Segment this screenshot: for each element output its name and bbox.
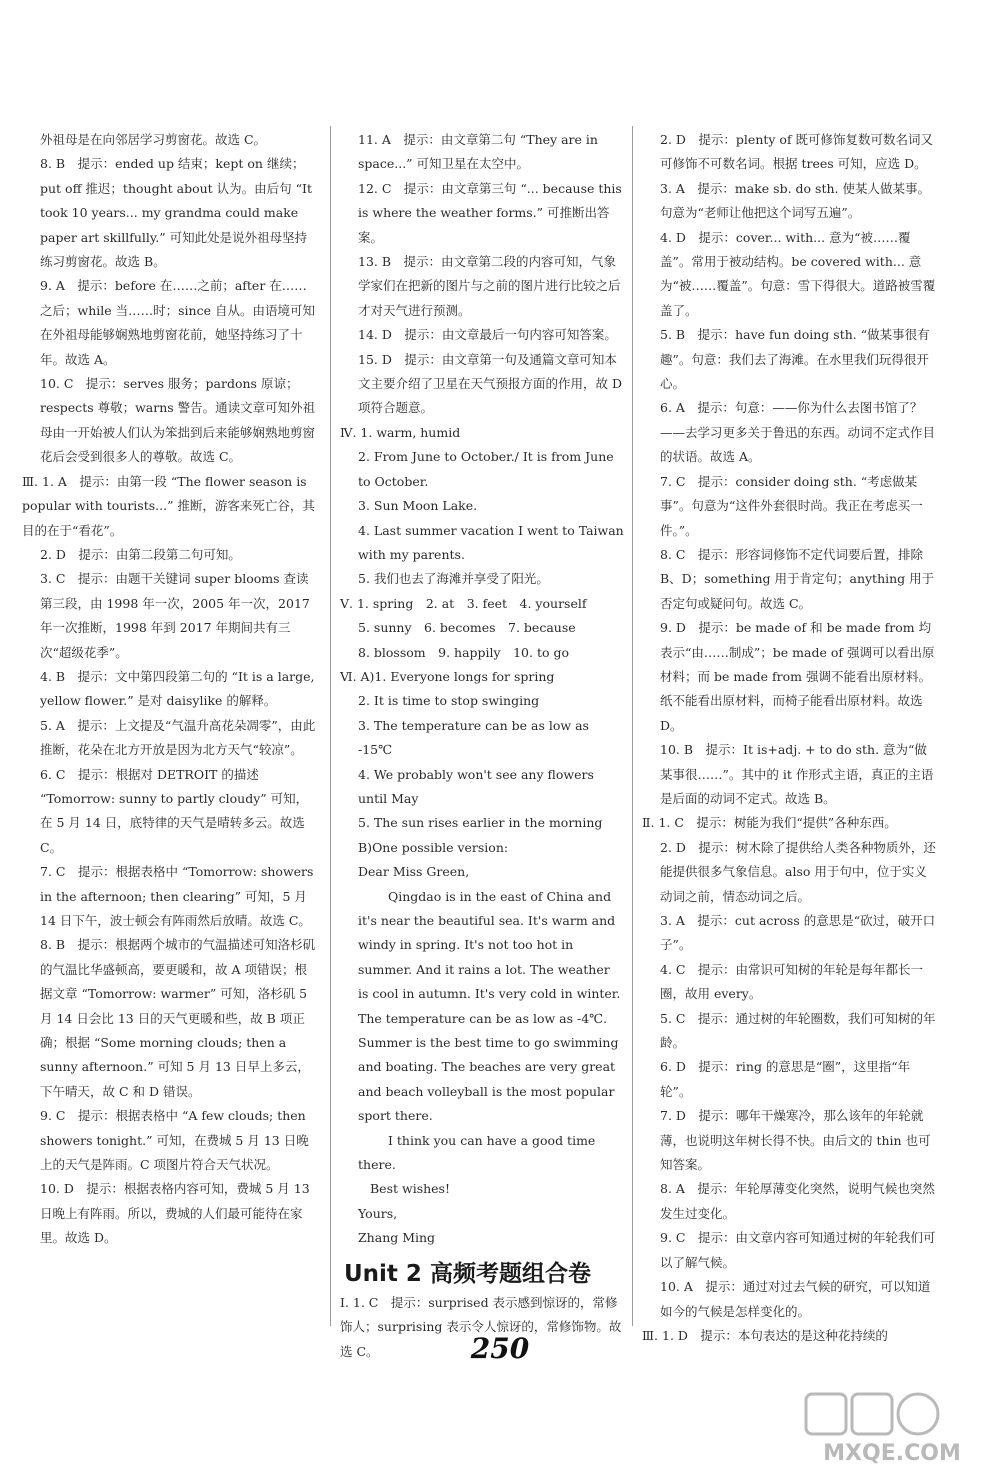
answer-line: 5. B 提示：have fun doing sth. “做某事很有趣”。句意：我们去了海滩。在水里我们玩得很开心。 bbox=[660, 327, 930, 392]
watermark-box-icon bbox=[806, 1394, 846, 1434]
answer-line: Best wishes! bbox=[370, 1181, 450, 1197]
answer-line: 8. A 提示：年轮厚薄变化突然，说明气候也突然发生过变化。 bbox=[660, 1181, 935, 1221]
answer-line: 2. From June to October./ It is from June to October. bbox=[358, 449, 614, 489]
answer-line: 7. C 提示：根据表格中 “Tomorrow: showers in the afternoon; then clearing” 可知，5 月 14 日下午，波士顿会有阵雨然后放晴。故选 C。 bbox=[40, 864, 314, 928]
answer-line: Ⅲ. 1. A 提示：由第一段 “The flower season is popular with tourists...” 推断，游客来死亡谷，其目的在于“看花”。 bbox=[22, 473, 315, 538]
answer-line: 5. The sun rises earlier in the morning bbox=[358, 815, 603, 831]
answer-line: 5. A 提示：上文提及“气温升高花朵凋零”，由此推断，花朵在北方开放是因为北方天气“较凉”。 bbox=[40, 717, 316, 758]
answer-line: 2. D 提示：由第二段第二句可知。 bbox=[40, 546, 241, 562]
answer-line: Ⅵ. A)1. Everyone longs for spring bbox=[340, 668, 555, 684]
answer-line: B)One possible version: bbox=[358, 839, 509, 855]
answer-line: Ⅰ. 1. C 提示：surprised 表示感到惊讶的，常修饰人；surprising 表示令人惊讶的，常修饰物。故选 C。 bbox=[340, 1294, 622, 1359]
answer-column-right bbox=[642, 128, 938, 1348]
answer-line: Ⅲ. 1. D 提示：本句表达的是这种花持续的 bbox=[642, 1327, 888, 1343]
answer-line: 4. C 提示：由常识可知树的年轮是每年都长一圈，故用 every。 bbox=[660, 961, 923, 1002]
answer-line: 6. C 提示：根据对 DETROIT 的描述 “Tomorrow: sunny to partly cloudy” 可知，在 5 月 14 日，底特律的天气是晴转多云。故选 C。 bbox=[40, 766, 309, 855]
answer-line: 8. B 提示：ended up 结束；kept on 继续；put off 推迟；thought about 认为。由后句 “It took 10 years... my grandma could make paper art skillfully.” 可知此处是说外祖母坚持练习剪窗花。故选 B。 bbox=[40, 156, 312, 270]
watermark-site: MXQE.COM bbox=[823, 1441, 961, 1466]
column-divider bbox=[632, 126, 633, 1326]
watermark-circle-icon bbox=[898, 1394, 938, 1434]
answer-line: 4. We probably won't see any flowers until May bbox=[358, 766, 594, 806]
answer-line: Ⅳ. 1. warm, humid bbox=[340, 424, 461, 440]
answer-line: 3. C 提示：由题干关键词 super blooms 查读第三段，由 1998 年一次，2005 年一次，2017 年一次推断，1998 年到 2017 年期间共有三次“超级花季”。 bbox=[40, 571, 310, 660]
answer-line: 14. D 提示：由文章最后一句内容可知答案。 bbox=[358, 327, 617, 343]
watermark-logo bbox=[800, 1388, 990, 1468]
answer-line: Qingdao is in the east of China and it's near the beautiful sea. It's warm and windy in spring. It's not too hot in summer. And it rains a lot. The weather is cool in autumn. It's very cold in winter. The temperature can be as low as -4℃. Summer is the best time to go swimming and boating. The beaches are very great and beach volleyball is the most popular sport there. bbox=[358, 888, 621, 1124]
answer-line: 5. C 提示：通过树的年轮圈数，我们可知树的年龄。 bbox=[660, 1010, 936, 1051]
answer-line: 9. D 提示：be made of 和 be made from 均表示“由……制成”；be made of 强调可以看出原材料；而 be made from 强调不能看出原材料。纸不能看出原材料，而椅子能看出原材料。故选 D。 bbox=[660, 620, 935, 733]
answer-line: 7. C 提示：consider doing sth. “考虑做某事”。句意为“这件外套很时尚。我正在考虑买一件。”。 bbox=[660, 473, 923, 538]
answer-line: 5. sunny 6. becomes 7. because bbox=[358, 620, 576, 636]
answer-line: 8. B 提示：根据两个城市的气温描述可知洛杉矶的气温比华盛顿高，要更暖和，故 A 项错误；根据文章 “Tomorrow: warmer” 可知，洛杉矶 5 月 14 日会比 13 日的天气更暖和些，故 B 项正确；根据 “Some morning clouds; then a sunny afternoon.” 可知 5 月 13 日早上多云，下午晴天，故 C 和 D 错误。 bbox=[40, 937, 316, 1099]
answer-line: 10. A 提示：通过对过去气候的研究，可以知道如今的气候是怎样变化的。 bbox=[660, 1279, 931, 1319]
answer-line: Ⅴ. 1. spring 2. at 3. feet 4. yourself bbox=[340, 595, 587, 611]
answer-line: 10. D 提示：根据表格内容可知，费城 5 月 13 日晚上有阵雨。所以，费城的人们最可能待在家里。故选 D。 bbox=[40, 1181, 310, 1246]
answer-line: 2. D 提示：树木除了提供给人类各种物质外，还能提供很多气象信息。also 用于句中，位于实义动词之前，情态动词之后。 bbox=[660, 839, 936, 904]
answer-line: 4. Last summer vacation I went to Taiwan with my parents. bbox=[358, 522, 624, 562]
answer-line: 4. D 提示：cover... with... 意为“被……覆盖”。常用于被动结构。be covered with... 意为“被……覆盖”。句意：雪下得很大。道路被雪覆盖了。 bbox=[660, 229, 936, 318]
answer-line: 6. D 提示：ring 的意思是“圈”，这里指“年轮”。 bbox=[660, 1059, 911, 1099]
page-number: 250 bbox=[470, 1332, 530, 1365]
answer-line: 9. C 提示：由文章内容可知通过树的年轮我们可以了解气候。 bbox=[660, 1230, 936, 1270]
answer-line: 8. blossom 9. happily 10. to go bbox=[358, 644, 569, 660]
watermark-box-icon bbox=[852, 1394, 892, 1434]
answer-line: 13. B 提示：由文章第二段的内容可知，气象学家们在把新的图片与之前的图片进行比较之后才对天气进行预测。 bbox=[358, 254, 621, 318]
answer-line: Ⅱ. 1. C 提示：树能为我们“提供”各种东西。 bbox=[642, 815, 897, 831]
answer-line: 2. It is time to stop swinging bbox=[358, 693, 540, 709]
column-divider bbox=[330, 126, 331, 1326]
unit-heading: Unit 2 高频考题组合卷 bbox=[344, 1260, 591, 1287]
answer-line: 5. 我们也去了海滩并享受了阳光。 bbox=[358, 571, 549, 587]
answer-line: 9. A 提示：before 在……之前；after 在……之后；while 当……时；since 自从。由语境可知在外祖母能够娴熟地剪窗花前，她坚持练习了十年。故选 A。 bbox=[40, 278, 315, 367]
answer-line: I think you can have a good time there. bbox=[358, 1132, 596, 1173]
answer-line: 3. A 提示：cut across 的意思是“砍过，破开口子”。 bbox=[660, 913, 936, 953]
answer-line: 3. Sun Moon Lake. bbox=[358, 498, 478, 514]
answer-line: Yours, bbox=[358, 1205, 398, 1221]
answer-line: 外祖母是在向邻居学习剪窗花。故选 C。 bbox=[40, 132, 267, 147]
answer-line: 9. C 提示：根据表格中 “A few clouds; then showers tonight.” 可知，在费城 5 月 13 日晚上的天气是阵雨。C 项图片符合天气状况。 bbox=[40, 1108, 309, 1173]
answer-line: 7. D 提示：哪年干燥寒冷，那么该年的年轮就薄，也说明这年树长得不快。由后文的 thin 也可知答案。 bbox=[660, 1108, 931, 1173]
answer-line: 10. C 提示：serves 服务；pardons 原谅；respects 尊敬；warns 警告。通读文章可知外祖母由一开始被人们认为笨拙到后来能够娴熟地剪窗花后会受到很多人的尊敬。故选 C。 bbox=[40, 376, 316, 465]
answer-line: Zhang Ming bbox=[358, 1230, 436, 1246]
answer-column-middle bbox=[340, 128, 624, 1364]
answer-line: 4. B 提示：文中第四段第二句的 “It is a large, yellow flower.” 是对 daisylike 的解释。 bbox=[40, 668, 315, 709]
answer-line: 8. C 提示：形容词修饰不定代词要后置，排除 B、D；something 用于肯定句；anything 用于否定句或疑问句。故选 C。 bbox=[660, 546, 935, 611]
answer-line: 12. C 提示：由文章第三句 “... because this is where the weather forms.” 可推断出答案。 bbox=[358, 180, 622, 245]
answer-line: 10. B 提示：It is+adj. + to do sth. 意为“做某事很……”。其中的 it 作形式主语，真正的主语是后面的动词不定式。故选 B。 bbox=[660, 742, 934, 806]
answer-line: Dear Miss Green, bbox=[358, 864, 470, 880]
answer-column-left bbox=[22, 128, 318, 1251]
answer-line: 3. The temperature can be as low as -15℃ bbox=[358, 717, 589, 758]
answer-line: 11. A 提示：由文章第二句 “They are in space...” 可知卫星在太空中。 bbox=[358, 132, 598, 172]
answer-line: 15. D 提示：由文章第一句及通篇文章可知本文主要介绍了卫星在天气预报方面的作用，故 D 项符合题意。 bbox=[358, 351, 622, 416]
answer-line: 6. A 提示：句意：——你为什么去图书馆了？——去学习更多关于鲁迅的东西。动词不定式作目的状语。故选 A。 bbox=[660, 400, 936, 465]
answer-line: 2. D 提示：plenty of 既可修饰复数可数名词又可修饰不可数名词。根据 trees 可知，应选 D。 bbox=[660, 132, 934, 172]
answer-line: 3. A 提示：make sb. do sth. 使某人做某事。句意为“老师让他把这个词写五遍”。 bbox=[660, 180, 930, 221]
